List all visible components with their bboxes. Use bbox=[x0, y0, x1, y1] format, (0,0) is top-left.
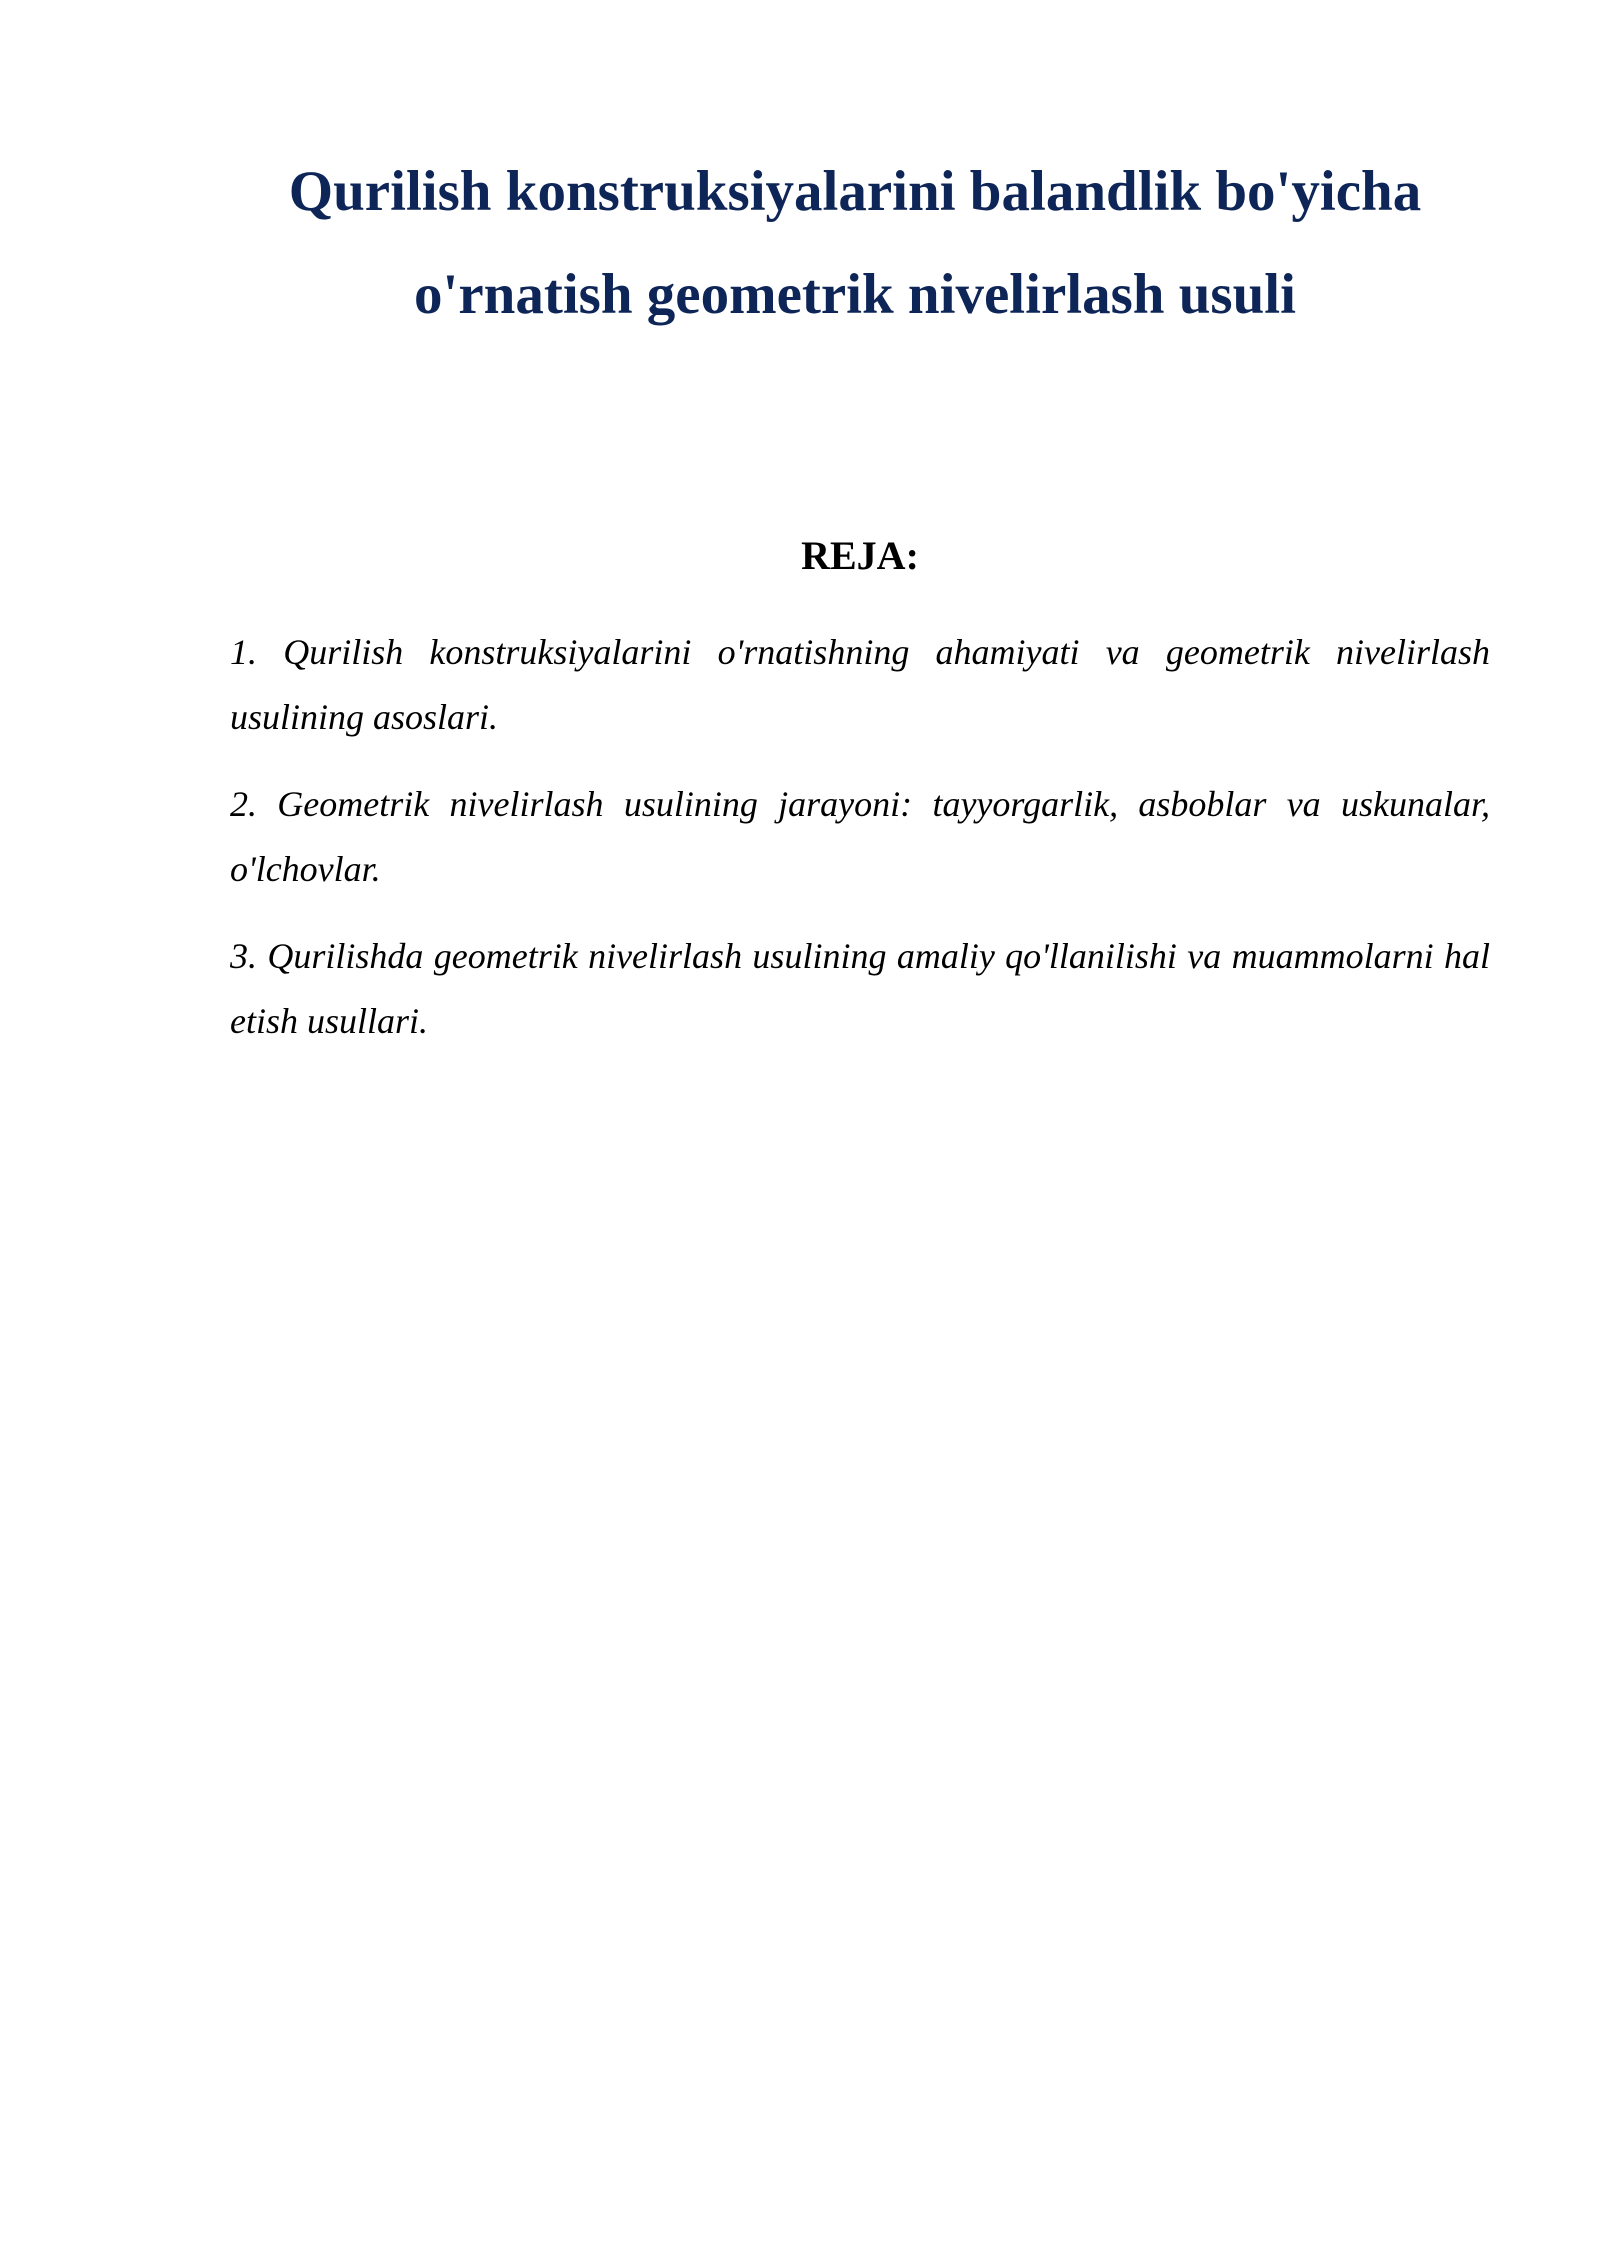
plan-item-3: 3. Qurilishda geometrik nivelirlash usulining amaliy qo'llanilishi va muammolarni hal etish usullari. bbox=[230, 936, 1490, 1041]
plan-heading: REJA: bbox=[801, 533, 919, 578]
document-title: Qurilish konstruksiyalarini balandlik bo'yicha o'rnatish geometrik nivelirlash usuli bbox=[288, 160, 1422, 326]
plan-list bbox=[230, 620, 1490, 1076]
plan-item-1: 1. Qurilish konstruksiyalarini o'rnatishning ahamiyati va geometrik nivelirlash usulining asoslari. bbox=[230, 632, 1490, 737]
plan-item-2: 2. Geometrik nivelirlash usulining jarayoni: tayyorgarlik, asboblar va uskunalar, o'lchovlar. bbox=[230, 784, 1490, 889]
